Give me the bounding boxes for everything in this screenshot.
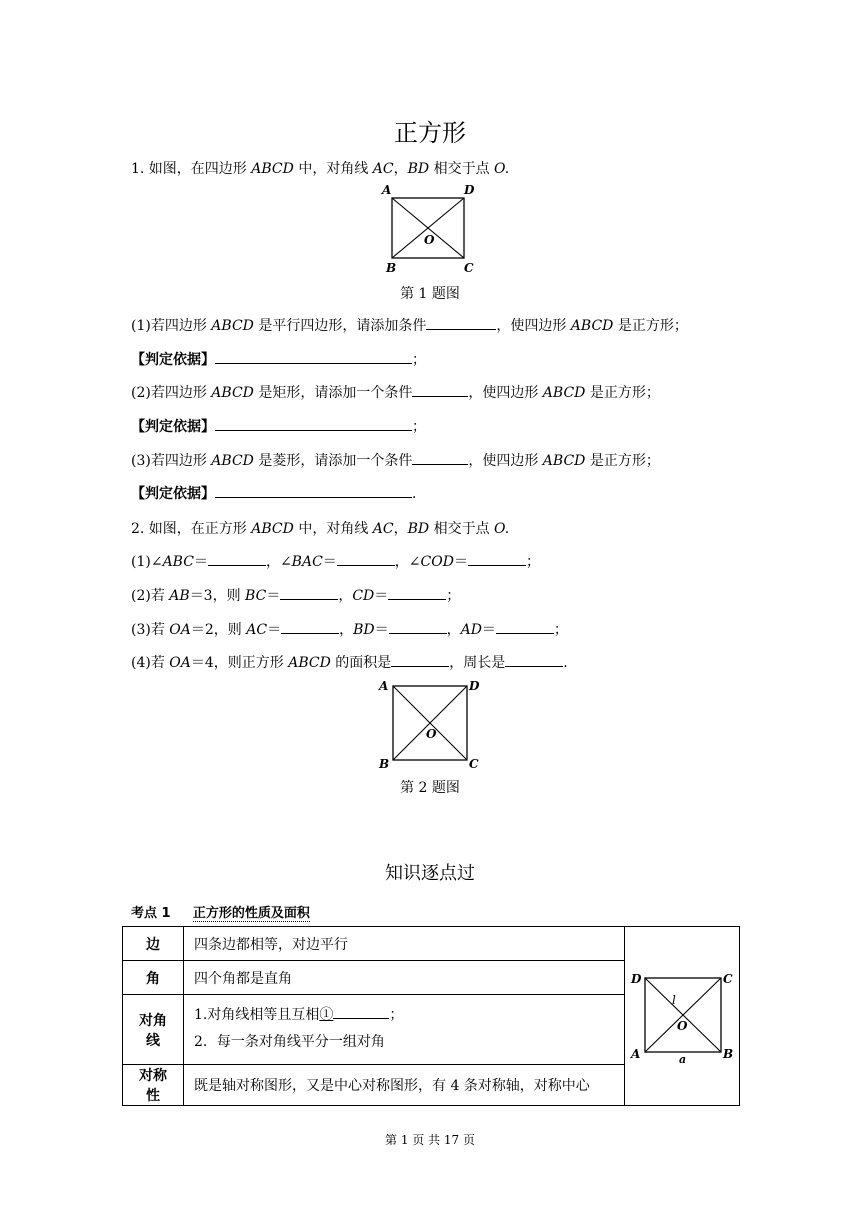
q1-p3-tail: ，使四边形 [468,453,543,469]
q1-p3-pre: (3)若四边形 [131,453,212,469]
kp-label-l: l [672,993,676,1007]
row-head-diagonal: 对角线 [123,995,184,1065]
angle-symbol: ∠ [279,554,292,570]
basis-label: 【判定依据】 [131,419,215,435]
q2-stem [131,518,509,538]
period: . [412,486,417,502]
semicolon: ； [553,622,568,638]
angle-symbol: ∠ [408,554,421,570]
answer-blank[interactable] [215,416,412,431]
q2-ad: AD [460,622,482,638]
q2-l2-val: ＝3，则 [189,588,246,604]
equals: ＝ [267,622,282,638]
table-row [123,927,740,961]
q1-o: O. [494,161,510,177]
answer-blank[interactable] [412,450,468,465]
q1-label-a: A [382,183,392,197]
answer-blank[interactable] [426,315,496,330]
q2-part1 [131,551,540,571]
row-content-symmetry: 既是轴对称图形，又是中心对称图形，有 4 条对称轴，对称中心 [184,1065,625,1106]
q1-p1-tail: ，使四边形 [496,318,571,334]
q2-bd-l3: BD [353,622,375,638]
q2-l4-val: ＝4，则正方形 [190,655,289,671]
comma: ， [446,622,461,638]
row-content-angle: 四个角都是直角 [184,961,625,995]
q1-p3-abcd: ABCD [211,453,254,469]
q1-p3-end: 是正方形； [585,453,660,469]
q2-figure [373,674,485,776]
q2-o: O. [494,521,510,537]
kp-label-c: C [723,972,733,986]
q2-oa-l4: OA [169,655,191,671]
answer-blank[interactable] [468,551,526,566]
properties-table [122,926,740,1106]
q1-label-b: B [386,261,397,275]
blank-marker-1: ① [319,1006,334,1023]
answer-blank[interactable] [496,619,554,634]
page-footer: 第 1 页 共 17 页 [385,1133,475,1147]
q1-p1-abcd: ABCD [211,318,254,334]
semicolon: ； [412,352,426,368]
equals: ＝ [374,622,389,638]
q2-oa: OA [169,622,191,638]
diag-l1-pre: 1.对角线相等且互相 [194,1006,320,1023]
answer-blank[interactable] [333,1004,389,1019]
row-head-side: 边 [123,927,184,961]
comma: ， [338,588,353,604]
answer-blank[interactable] [337,551,395,566]
kp-label-o: O [677,1019,688,1033]
basis-label: 【判定依据】 [131,352,215,368]
q1-sep: ， [393,161,408,177]
q2-l4-tail: ，周长是 [449,655,506,671]
answer-blank[interactable] [281,619,339,634]
q2-l3-pre: (3)若 [131,622,170,638]
q1-stem-mid: 中，对角线 [293,161,373,177]
q1-p2-abcd2: ABCD [542,385,586,401]
row-content-diagonal [184,995,625,1065]
kp-label-side-a: a [679,1053,687,1064]
answer-blank[interactable] [215,483,412,498]
q1-part1 [131,315,688,335]
square-figure [625,964,739,1064]
equals: ＝ [453,554,468,570]
comma: ， [394,554,409,570]
q2-bd: BD [407,521,430,537]
q1-figure [380,180,480,280]
q1-caption: 第 1 题图 [400,286,460,302]
q1-p1-abcd2: ABCD [570,318,614,334]
q2-cod: COD [420,554,454,570]
q2-sep: ， [393,521,408,537]
figure-cell [625,927,740,1106]
q2-stem-text: 2. 如图，在正方形 [131,521,252,537]
comma: ， [265,554,280,570]
q2-label-a: A [379,679,389,693]
answer-blank[interactable] [412,382,468,397]
q1-p2-tail: ，使四边形 [468,385,543,401]
answer-blank[interactable] [505,652,563,667]
q1-stem-end: 相交于点 [429,161,495,177]
q2-part3 [131,619,568,639]
diag-l1-post: ； [389,1006,404,1023]
q1-part3 [131,450,660,470]
kp-label-b: B [723,1047,734,1061]
kp-label: 考点 1 [131,906,171,921]
q1-label-d: D [464,183,475,197]
q1-p1-post: 是平行四边形，请添加条件 [253,318,427,334]
q1-stem [131,158,509,178]
q2-label-c: C [469,757,479,771]
q2-abcd-l4: ABCD [288,655,331,671]
equals: ＝ [374,588,389,604]
q1-label-o: O [424,233,435,247]
equals: ＝ [322,554,337,570]
q2-bac: BAC [291,554,323,570]
q1-p2-post: 是矩形，请添加一个条件 [253,385,413,401]
equals: ＝ [266,588,281,604]
comma: ， [339,622,354,638]
q1-p3-post: 是菱形，请添加一个条件 [253,453,413,469]
q2-label-d: D [469,679,480,693]
q2-abcd: ABCD [251,521,294,537]
q1-p2-abcd: ABCD [211,385,254,401]
q1-basis3 [131,483,416,503]
answer-blank[interactable] [388,585,446,600]
q2-ac: AC [372,521,394,537]
answer-blank[interactable] [208,551,266,566]
semicolon: ； [525,554,540,570]
q2-bc: BC [245,588,267,604]
q1-ac: AC [372,161,394,177]
kp-label-a: A [631,1047,641,1061]
q1-p3-abcd2: ABCD [542,453,586,469]
q1-bd: BD [407,161,430,177]
q2-l4-mid: 的面积是 [330,655,392,671]
q1-stem-text: 1. 如图，在四边形 [131,161,252,177]
q1-p1-end: 是正方形； [613,318,688,334]
q1-basis1 [131,349,426,369]
q2-ab: AB [169,588,190,604]
page-title: 正方形 [394,119,466,147]
q2-ac-l3: AC [246,622,268,638]
q2-label-o: O [426,727,437,741]
q1-part2 [131,382,660,402]
kp-title: 正方形的性质及面积 [192,906,310,921]
equals: ＝ [193,554,208,570]
answer-blank[interactable] [215,349,412,364]
diagonal-line-1 [194,1003,614,1027]
q1-basis2 [131,416,426,436]
semicolon: ； [412,419,426,435]
kp-heading [131,902,310,921]
semicolon: ； [446,588,461,604]
row-content-side: 四条边都相等，对边平行 [184,927,625,961]
basis-label: 【判定依据】 [131,486,215,502]
kp-label-d: D [631,972,642,986]
q2-part4 [131,652,568,672]
q2-label-b: B [379,757,390,771]
q2-stem-mid: 中，对角线 [293,521,373,537]
row-head-angle: 角 [123,961,184,995]
q2-l1-pre: (1)∠ [131,554,163,570]
q1-p2-pre: (2)若四边形 [131,385,212,401]
diagonal-line-2: 2．每一条对角线平分一组对角 [194,1033,385,1050]
q2-l3-val: ＝2，则 [190,622,247,638]
section-title: 知识逐点过 [385,863,475,884]
equals: ＝ [481,622,496,638]
q2-l4-pre: (4)若 [131,655,170,671]
q2-l2-pre: (2)若 [131,588,170,604]
q2-abc: ABC [162,554,194,570]
answer-blank[interactable] [389,619,447,634]
q1-label-c: C [464,261,474,275]
q1-p2-end: 是正方形； [585,385,660,401]
q2-caption: 第 2 题图 [400,780,460,796]
q2-part2 [131,585,460,605]
q1-abcd: ABCD [251,161,294,177]
answer-blank[interactable] [391,652,449,667]
answer-blank[interactable] [280,585,338,600]
period: . [563,655,568,671]
q2-cd: CD [352,588,375,604]
q1-p1-pre: (1)若四边形 [131,318,212,334]
row-head-symmetry: 对称性 [123,1065,184,1106]
q2-stem-end: 相交于点 [429,521,495,537]
